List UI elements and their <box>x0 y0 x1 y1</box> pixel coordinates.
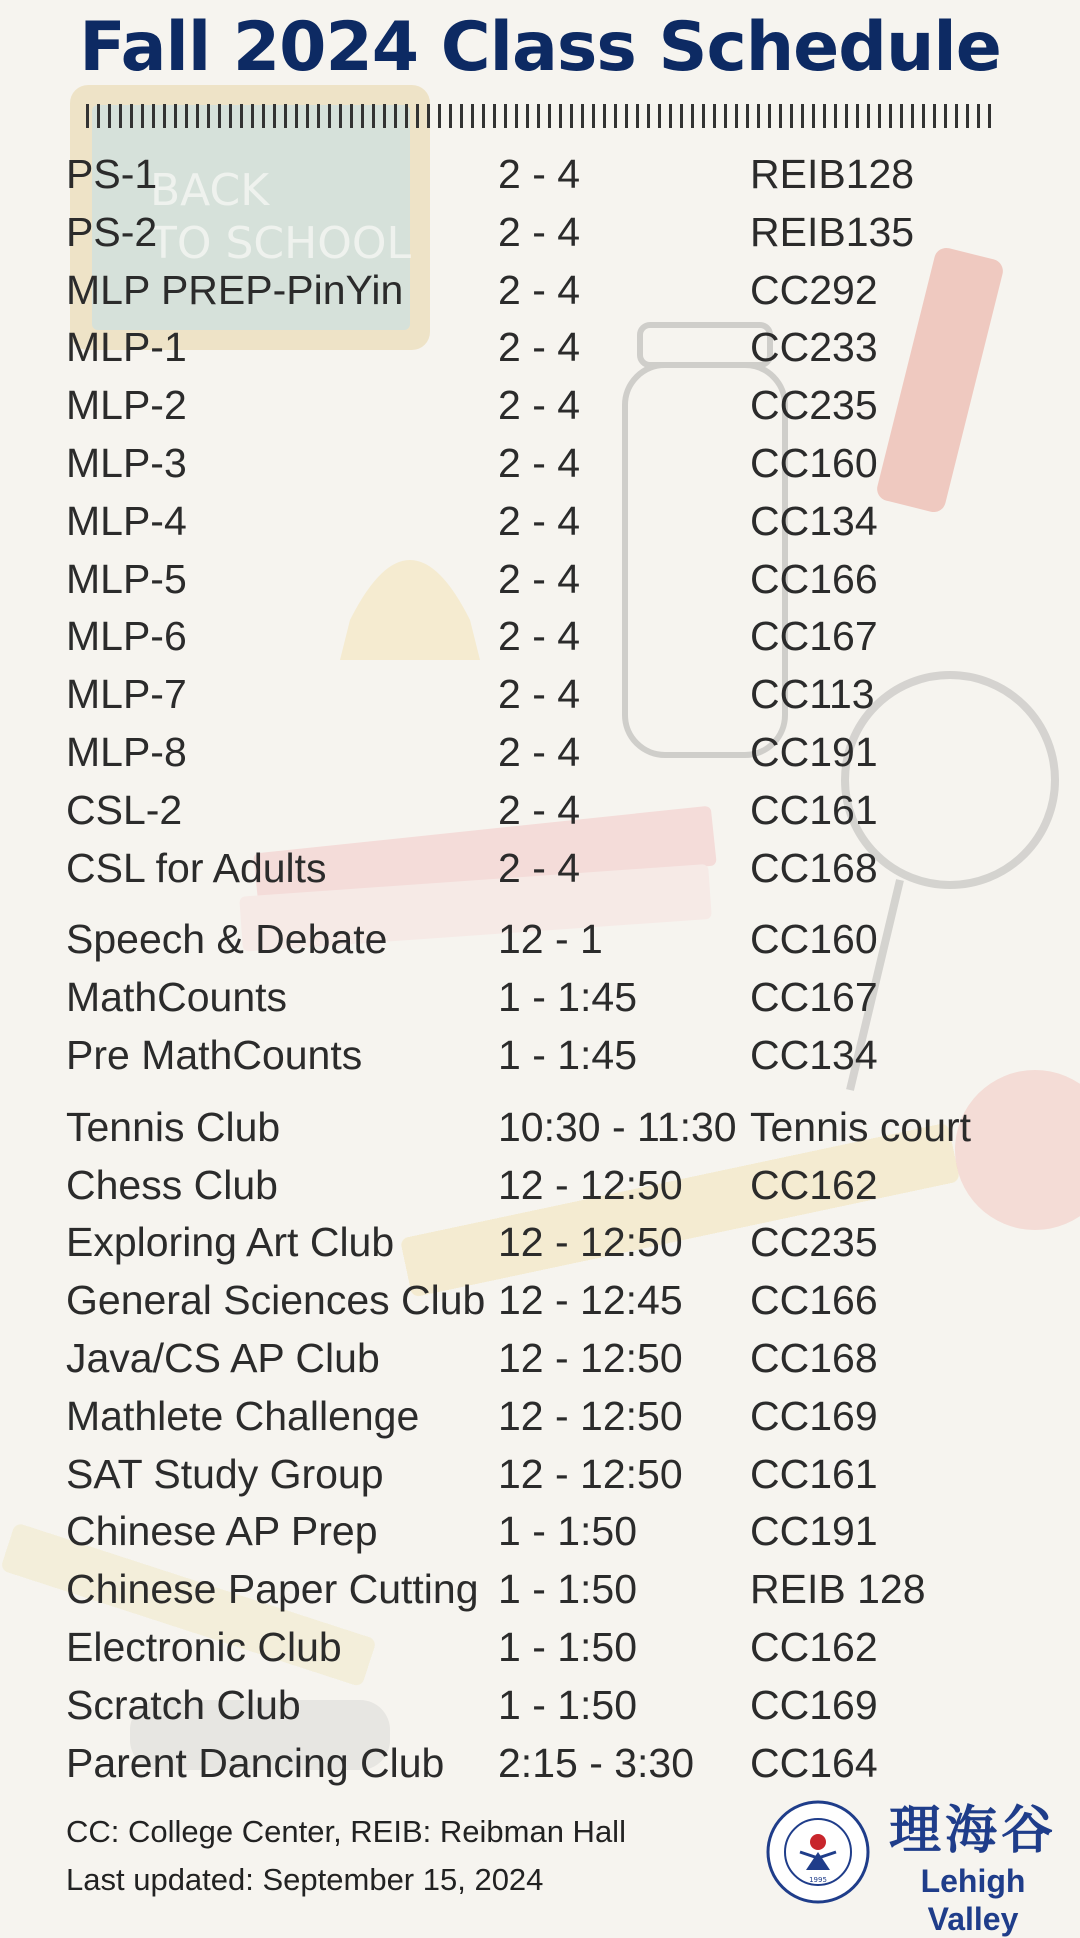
schedule-row <box>66 666 1026 724</box>
class-name: CSL for Adults <box>66 844 327 891</box>
chalkboard-text-back: BACK <box>150 165 270 216</box>
class-name: Chinese Paper Cutting <box>66 1566 479 1613</box>
class-time: 2 - 4 <box>498 382 581 429</box>
class-name: MLP-5 <box>66 555 187 602</box>
group-spacer <box>66 1085 1026 1099</box>
class-time: 12 - 12:50 <box>498 1334 683 1381</box>
schedule-row <box>66 840 1026 898</box>
chalkboard-text-school: TO SCHOOL <box>150 218 412 269</box>
class-time: 2 - 4 <box>498 786 581 833</box>
class-time: 1 - 1:50 <box>498 1508 638 1555</box>
class-name: PS-2 <box>66 208 158 255</box>
brand-name-english: Lehigh Valley <box>920 1863 1026 1937</box>
class-name: PS-1 <box>66 151 158 197</box>
schedule-row <box>66 911 1026 969</box>
schedule-row <box>66 551 1026 609</box>
class-name: Chinese AP Prep <box>66 1508 378 1555</box>
schedule-row <box>66 1503 1026 1561</box>
class-name: Exploring Art Club <box>66 1219 395 1266</box>
class-name: Tennis Club <box>66 1103 281 1150</box>
class-name: Mathlete Challenge <box>66 1392 420 1439</box>
class-room: CC191 <box>750 728 878 775</box>
class-time: 12 - 12:50 <box>498 1219 683 1266</box>
class-time: 1 - 1:50 <box>498 1623 638 1670</box>
class-room: CC166 <box>750 1277 878 1324</box>
class-time: 2:15 - 3:30 <box>498 1739 695 1786</box>
group-spacer <box>66 897 1026 911</box>
schedule-row <box>66 1619 1026 1677</box>
class-name: CSL-2 <box>66 786 183 833</box>
class-time: 12 - 12:50 <box>498 1392 683 1439</box>
class-room: CC292 <box>750 266 878 313</box>
room-legend: CC: College Center, REIB: Reibman Hall <box>66 1814 626 1849</box>
class-name: Java/CS AP Club <box>66 1334 380 1381</box>
class-time: 2 - 4 <box>498 728 581 775</box>
schedule-row <box>66 782 1026 840</box>
class-time: 2 - 4 <box>498 266 581 313</box>
class-time: 2 - 4 <box>498 151 581 197</box>
schedule-row <box>66 493 1026 551</box>
schedule-row <box>66 1561 1026 1619</box>
class-time: 12 - 1 <box>498 916 603 963</box>
class-time: 2 - 4 <box>498 497 581 544</box>
last-updated: Last updated: September 15, 2024 <box>66 1862 544 1897</box>
class-time: 12 - 12:50 <box>498 1161 683 1208</box>
class-time: 2 - 4 <box>498 208 581 255</box>
schedule-row <box>66 1735 1026 1793</box>
class-room: CC160 <box>750 916 878 963</box>
class-time: 2 - 4 <box>498 844 581 891</box>
schedule-row <box>66 1214 1026 1272</box>
schedule-row <box>66 608 1026 666</box>
schedule-row <box>66 1330 1026 1388</box>
schedule-row <box>66 1272 1026 1330</box>
ruler-divider <box>86 104 996 128</box>
class-name: Parent Dancing Club <box>66 1739 445 1786</box>
class-room: REIB135 <box>750 208 915 255</box>
class-room: CC134 <box>750 1031 878 1078</box>
class-name: MLP-7 <box>66 671 187 718</box>
class-time: 12 - 12:45 <box>498 1277 683 1324</box>
schedule-row <box>66 262 1026 320</box>
class-name: MathCounts <box>66 974 288 1021</box>
class-room: CC167 <box>750 974 878 1021</box>
class-name: General Sciences Club <box>66 1277 486 1324</box>
school-brand <box>878 1800 1068 1938</box>
class-room: CC168 <box>750 1334 878 1381</box>
class-room: CC169 <box>750 1681 878 1728</box>
class-room: Tennis court <box>750 1103 972 1150</box>
class-name: SAT Study Group <box>66 1450 384 1497</box>
class-room: CC161 <box>750 1450 878 1497</box>
class-room: CC164 <box>750 1739 878 1786</box>
class-time: 10:30 - 11:30 <box>498 1103 737 1150</box>
class-room: CC233 <box>750 324 878 371</box>
class-time: 2 - 4 <box>498 555 581 602</box>
class-name: MLP-4 <box>66 497 187 544</box>
class-time: 12 - 12:50 <box>498 1450 683 1497</box>
page-title: Fall 2024 Class Schedule <box>79 8 1001 87</box>
schedule-row <box>66 319 1026 377</box>
schedule-row <box>66 969 1026 1027</box>
class-name: MLP-8 <box>66 728 187 775</box>
schedule-row <box>66 435 1026 493</box>
class-name: Chess Club <box>66 1161 278 1208</box>
class-room: CC160 <box>750 439 878 486</box>
class-name: Pre MathCounts <box>66 1031 363 1078</box>
class-time: 1 - 1:50 <box>498 1566 638 1613</box>
schedule-row <box>66 377 1026 435</box>
schedule-row <box>66 146 1026 204</box>
class-time: 2 - 4 <box>498 671 581 718</box>
class-room: CC235 <box>750 1219 878 1266</box>
class-room: CC166 <box>750 555 878 602</box>
class-room: CC235 <box>750 382 878 429</box>
schedule-row <box>66 1027 1026 1085</box>
brand-name-chinese: 理海谷 <box>888 1800 1057 1861</box>
class-room: CC113 <box>750 671 875 718</box>
schedule-row <box>66 204 1026 262</box>
class-room: CC167 <box>750 613 878 660</box>
school-logo <box>766 1800 870 1904</box>
class-name: Electronic Club <box>66 1623 342 1670</box>
schedule-row <box>66 1099 1026 1157</box>
class-room: REIB 128 <box>750 1566 926 1613</box>
class-name: MLP-2 <box>66 382 187 429</box>
class-time: 1 - 1:45 <box>498 974 638 1021</box>
svg-text:1995: 1995 <box>809 1876 827 1884</box>
class-room: CC162 <box>750 1623 878 1670</box>
class-room: CC162 <box>750 1161 878 1208</box>
class-time: 1 - 1:45 <box>498 1031 638 1078</box>
schedule-row <box>66 1446 1026 1504</box>
schedule-table <box>66 146 1026 1792</box>
class-name: MLP PREP-PinYin <box>66 266 404 313</box>
class-room: REIB128 <box>750 151 915 197</box>
class-time: 2 - 4 <box>498 439 581 486</box>
class-room: CC161 <box>750 786 878 833</box>
class-name: MLP-6 <box>66 613 187 660</box>
class-room: CC134 <box>750 497 878 544</box>
class-room: CC191 <box>750 1508 878 1555</box>
class-name: MLP-3 <box>66 439 187 486</box>
schedule-row <box>66 1388 1026 1446</box>
schedule-row <box>66 1677 1026 1735</box>
class-name: Scratch Club <box>66 1681 301 1728</box>
class-name: Speech & Debate <box>66 916 388 963</box>
class-time: 2 - 4 <box>498 613 581 660</box>
class-time: 1 - 1:50 <box>498 1681 638 1728</box>
class-time: 2 - 4 <box>498 324 581 371</box>
class-room: CC168 <box>750 844 878 891</box>
schedule-row <box>66 724 1026 782</box>
class-room: CC169 <box>750 1392 878 1439</box>
schedule-row <box>66 1157 1026 1215</box>
class-name: MLP-1 <box>66 324 187 371</box>
